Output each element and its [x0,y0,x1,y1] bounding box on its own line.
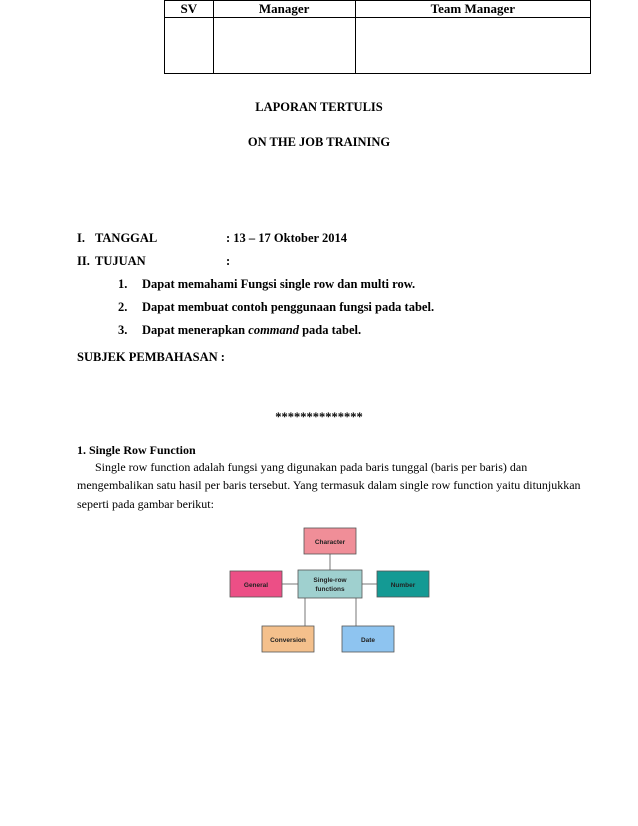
general-label: General [243,582,269,589]
goal-text: Dapat membuat contoh penggunaan fungsi pada tabel. [142,300,435,314]
sv-signature-cell [165,18,214,74]
report-title: LAPORAN TERTULIS [255,100,383,114]
paragraph-line: mengembalikan satu hasil per baris tersebut. Yang termasuk dalam single row function yaitu ditunjukkan [77,478,581,492]
character-label: Character [314,539,346,546]
goal-text: Dapat memahami Fungsi single row dan multi row. [142,277,416,291]
date-label: Date [360,637,376,644]
separator-stars: ************** [275,410,363,424]
manager-signature-cell [213,18,355,74]
goal-text-post: pada tabel. [298,323,362,337]
single-row-functions-box [298,570,362,598]
section-ii-label: TUJUAN [95,254,146,268]
team-manager-header: Team Manager [355,1,590,18]
goal-text-pre: Dapat menerapkan [142,323,249,337]
goal-text [142,323,361,338]
section-ii-number: II. [77,254,90,268]
center-label-line1: Single-row [313,577,347,584]
goal-text-command: command [248,323,299,337]
subject-heading: SUBJEK PEMBAHASAN : [77,350,225,364]
sv-header: SV [165,1,214,18]
goal-number: 1. [118,277,128,291]
section-heading-single-row: 1. Single Row Function [77,443,196,457]
center-label-line2: functions [315,586,345,593]
team-manager-signature-cell [355,18,590,74]
number-label: Number [390,582,416,589]
paragraph-line: seperti pada gambar berikut: [77,497,214,511]
report-subtitle: ON THE JOB TRAINING [247,135,391,149]
manager-header: Manager [213,1,355,18]
section-i-value: : 13 – 17 Oktober 2014 [226,231,347,245]
single-row-functions-diagram [220,520,440,660]
conversion-label: Conversion [270,637,306,644]
section-i-number: I. [77,231,85,245]
signature-table [164,0,591,74]
goal-number: 2. [118,300,128,314]
section-ii-colon: : [226,254,231,268]
section-i-label: TANGGAL [95,231,158,245]
paragraph-line: Single row function adalah fungsi yang digunakan pada baris tunggal (baris per baris) dan [95,460,528,474]
goal-number: 3. [118,323,128,337]
